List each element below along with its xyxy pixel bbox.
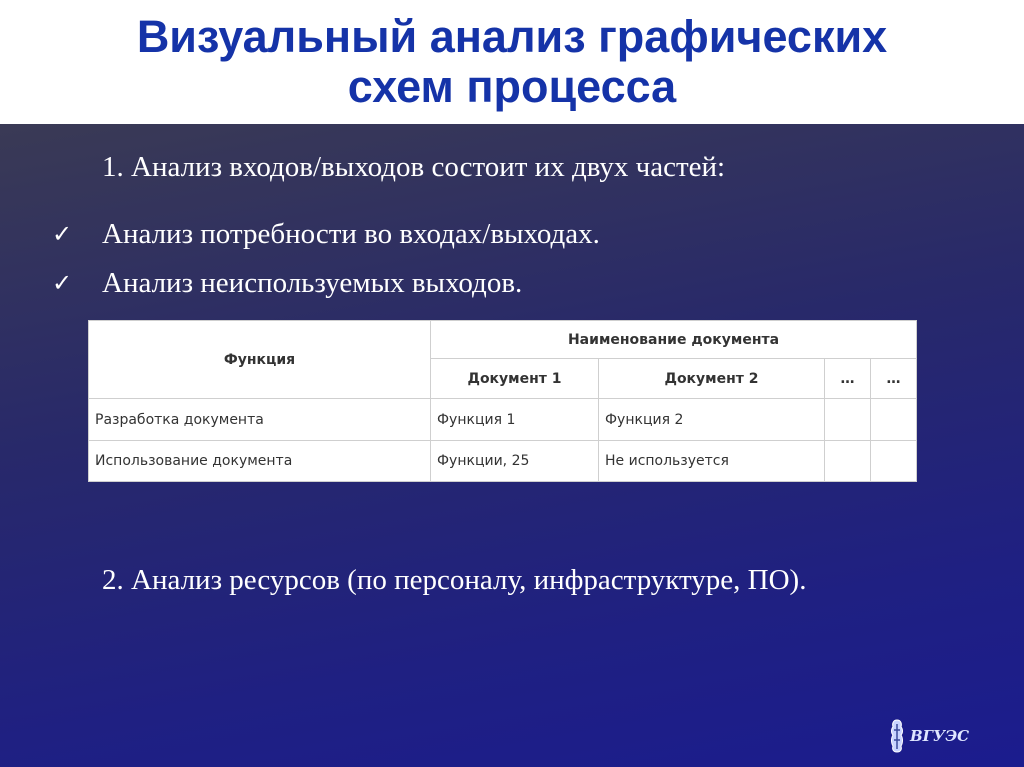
table-cell: Функции, 25 [431, 440, 599, 481]
table-cell: Функция 1 [431, 399, 599, 440]
checkmark-icon: ✓ [52, 220, 73, 248]
logo-text: ВГУЭС [910, 727, 970, 745]
university-emblem-icon [888, 718, 906, 754]
document-function-table [88, 320, 917, 482]
table-cell [871, 399, 917, 440]
checkmark-icon: ✓ [52, 269, 73, 297]
check-item-2-text: Анализ неиспользуемых выходов. [102, 267, 523, 299]
table-cell [871, 440, 917, 481]
title-line-2: схем процесса [347, 61, 677, 112]
title-area [0, 0, 1024, 124]
column-header: Документ 2 [599, 359, 825, 399]
header-function: Функция [89, 321, 431, 399]
row-label: Использование документа [89, 440, 431, 481]
column-header: … [825, 359, 871, 399]
check-item-1-text: Анализ потребности во входах/выходах. [102, 218, 600, 250]
table-row [89, 399, 917, 440]
column-header: … [871, 359, 917, 399]
logo [888, 716, 998, 756]
header-document-name: Наименование документа [431, 321, 917, 359]
title-line-1: Визуальный анализ графических [136, 11, 888, 62]
page-title [137, 12, 887, 112]
column-header: Документ 1 [431, 359, 599, 399]
slide-body [0, 124, 1024, 767]
table-cell: Функция 2 [599, 399, 825, 440]
row-label: Разработка документа [89, 399, 431, 440]
point-2-text: 2. Анализ ресурсов (по персоналу, инфраструктуре, ПО). [102, 564, 807, 596]
point-1-text: 1. Анализ входов/выходов состоит их двух частей: [102, 151, 726, 183]
table-cell [825, 440, 871, 481]
table-cell: Не используется [599, 440, 825, 481]
table-row [89, 440, 917, 481]
table-cell [825, 399, 871, 440]
